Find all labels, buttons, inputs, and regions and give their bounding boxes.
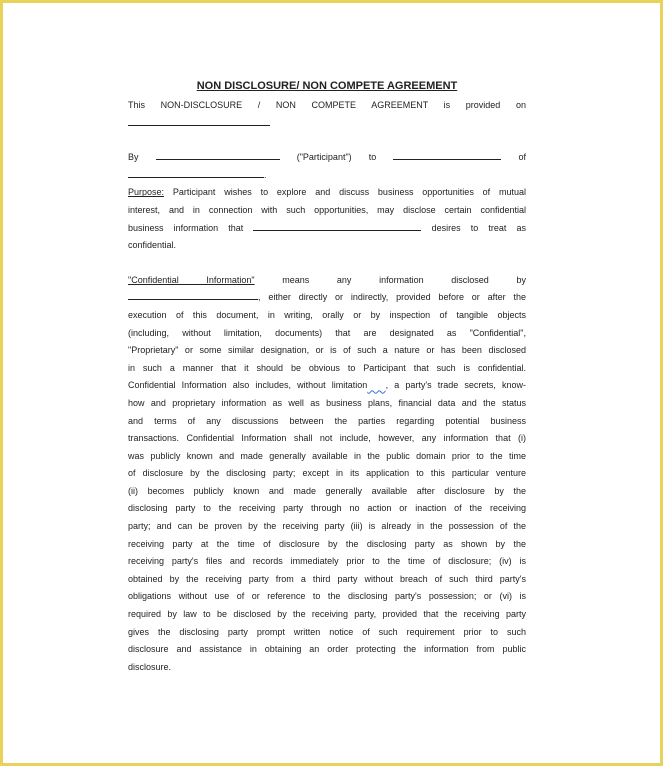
purpose-text: Participant wishes to explore and discuss business opportunities of mutual — [172, 187, 526, 198]
confidential-line: of disclosure by the disclosing party; except in its application to this particular venture — [128, 468, 526, 479]
confidential-line: receiving party at the time of disclosure by the disclosing party as shown by the — [128, 538, 526, 549]
disclosing-party-blank[interactable] — [128, 289, 258, 300]
intro-word: is — [443, 100, 451, 110]
purpose-line-2: interest, and in connection with such opportunities, may disclose certain confidential — [128, 204, 526, 215]
confidential-text: , a party's trade secrets, know- — [385, 380, 526, 391]
confidential-line: disclosure and assistance in obtaining an order protecting the information from public — [128, 644, 526, 655]
period: . — [264, 169, 267, 180]
by-end-line — [128, 167, 526, 185]
confidential-line: obligations without use of or reference to the disclosing party's possession; or (vi) is — [128, 591, 526, 602]
purpose-label: Purpose: — [128, 187, 165, 198]
intro-word: NON-DISCLOSURE — [160, 100, 243, 110]
confidential-line: gives the disclosing party prompt written notice of such requirement prior to such — [128, 626, 526, 637]
intro-word: This — [128, 100, 146, 110]
of-label: of — [518, 152, 526, 163]
recipient-name-blank[interactable] — [393, 149, 501, 160]
spellcheck-mark — [367, 380, 385, 390]
by-line — [128, 149, 526, 167]
confidential-line-1 — [128, 272, 526, 290]
purpose-line-3 — [128, 220, 526, 238]
intro-word: provided — [465, 100, 501, 110]
participant-name-blank[interactable] — [156, 149, 280, 160]
participant-label: ("Participant") — [296, 152, 352, 163]
intro-word: / — [257, 100, 261, 110]
document-title: NON DISCLOSURE/ NON COMPETE AGREEMENT — [196, 80, 458, 92]
confidential-line: transactions. Confidential Information shall not include, however, any information that (i) — [128, 433, 526, 444]
intro-word: AGREEMENT — [371, 100, 429, 110]
address-blank[interactable] — [128, 167, 264, 178]
confidential-line: disclosing party to the receiving party through no action or inaction of the receiving — [128, 503, 526, 514]
confidential-last-line: disclosure. — [128, 661, 172, 672]
confidential-text: , either directly or indirectly, provided before or after the — [258, 292, 526, 303]
confidential-line: party; and can be proven by the receiving party (iii) is already in the possession of the — [128, 521, 526, 532]
confidential-line: was publicly known and made generally available in the public domain prior to the time — [128, 450, 526, 461]
purpose-text: desires to treat as — [431, 222, 526, 233]
confidential-line: in such a manner that it should be obvious to Participant that such is confidential. — [128, 362, 526, 373]
confidential-word: means — [282, 274, 310, 285]
confidential-line: and terms of any discussions between the parties regarding potential business — [128, 415, 526, 426]
confidential-line: execution of this document, in writing, orally or by inspection of tangible objects — [128, 309, 526, 320]
intro-line — [128, 97, 526, 115]
confidential-line: "Proprietary" or some similar designation, or is of such a nature or has been disclosed — [128, 345, 526, 356]
confidential-line-2 — [128, 289, 526, 307]
confidential-line: receiving party's files and records immediately prior to the time of disclosure; (iv) is — [128, 556, 526, 567]
intro-word: NON — [275, 100, 296, 110]
company-blank[interactable] — [253, 220, 421, 231]
confidential-line: obtained by the receiving party from a third party without breach of such third party's — [128, 573, 526, 584]
to-label: to — [368, 152, 377, 163]
purpose-text: business information that — [128, 222, 244, 233]
confidential-word: disclosed — [451, 274, 489, 285]
intro-word: on — [515, 100, 526, 110]
confidential-label: "Confidential Information" — [128, 274, 255, 285]
confidential-line: how and proprietary information as well as business plans, financial data and the status — [128, 397, 526, 408]
confidential-word: by — [516, 274, 526, 285]
date-blank-line — [128, 115, 526, 133]
by-label: By — [128, 152, 139, 163]
document-body — [128, 78, 526, 676]
date-blank[interactable] — [128, 115, 270, 126]
intro-word: COMPETE — [311, 100, 357, 110]
confidential-line: required by law to be disclosed by the receiving party, provided that the receiving party — [128, 609, 526, 620]
confidential-word: any — [336, 274, 352, 285]
confidential-line-7 — [128, 377, 526, 395]
purpose-line-1 — [128, 184, 526, 202]
confidential-word: information — [379, 274, 424, 285]
confidential-line: (including, without limitation, documents) that are designated as "Confidential", — [128, 327, 526, 338]
confidential-text: Confidential Information also includes, without limitation — [128, 380, 368, 391]
confidential-line: (ii) becomes publicly known and made generally available after disclosure by the — [128, 485, 526, 496]
purpose-line-4: confidential. — [128, 240, 177, 251]
